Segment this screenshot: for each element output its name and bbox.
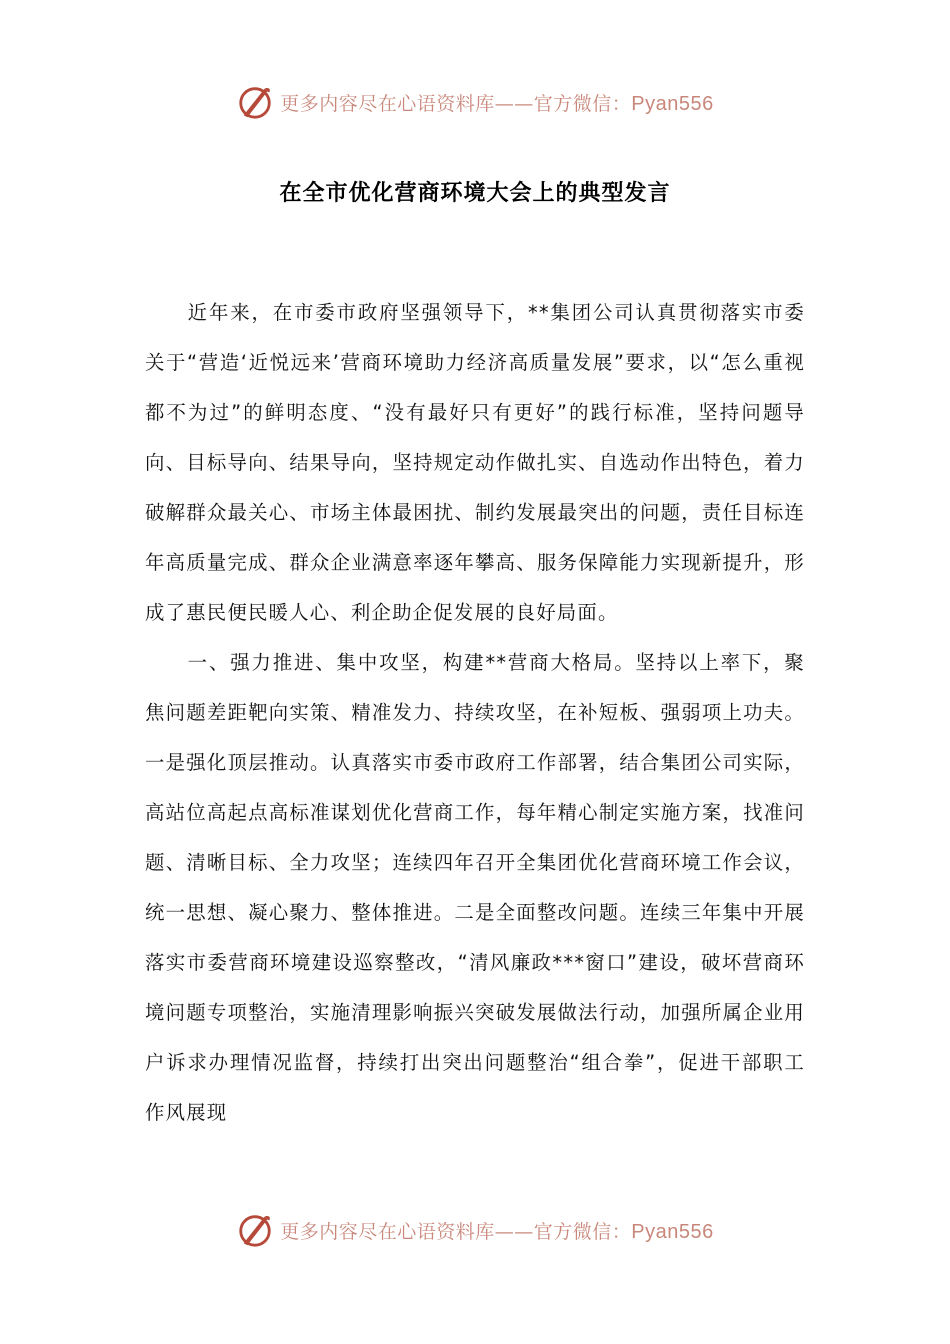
header-wechat-id: Pyan556: [631, 92, 714, 115]
header-banner: [0, 80, 950, 124]
footer-banner: [0, 1208, 950, 1252]
paragraph-section-one: 一、强力推进、集中攻坚，构建**营商大格局。坚持以上率下，聚焦问题差距靶向实策、精准发力、持续攻坚，在补短板、强弱项上功夫。一是强化顶层推动。认真落实市委市政府工作部署，结合集团公司实际，高站位高起点高标准谋划优化营商工作，每年精心制定实施方案，找准问题、清晰目标、全力攻坚；连续四年召开全集团优化营商环境工作会议，统一思想、凝心聚力、整体推进。二是全面整改问题。连续三年集中开展落实市委营商环境建设巡察整改，“清风廉政***窗口”建设，破坏营商环境问题专项整治，实施清理影响振兴突破发展做法行动，加强所属企业用户诉求办理情况监督，持续打出突出问题整治“组合拳”，促进干部职工作风展现: [145, 651, 805, 1124]
quill-logo-icon: [236, 1211, 274, 1249]
document-title: 在全市优化营商环境大会上的典型发言: [279, 181, 671, 206]
quill-logo-icon: [236, 83, 274, 121]
document-body: [145, 288, 805, 1138]
paragraph-intro: 近年来，在市委市政府坚强领导下，**集团公司认真贯彻落实市委关于“营造‘近悦远来’营商环境助力经济高质量发展”要求，以“怎么重视都不为过”的鲜明态度、“没有最好只有更好”的践行标准，坚持问题导向、目标导向、结果导向，坚持规定动作做扎实、自选动作出特色，着力破解群众最关心、市场主体最困扰、制约发展最突出的问题，责任目标连年高质量完成、群众企业满意率逐年攀高、服务保障能力实现新提升，形成了惠民便民暖人心、利企助企促发展的良好局面。: [145, 301, 805, 624]
header-banner-text: 更多内容尽在心语资料库——官方微信：: [280, 92, 632, 115]
footer-wechat-id: Pyan556: [631, 1220, 714, 1243]
footer-banner-text: 更多内容尽在心语资料库——官方微信：: [280, 1220, 632, 1243]
